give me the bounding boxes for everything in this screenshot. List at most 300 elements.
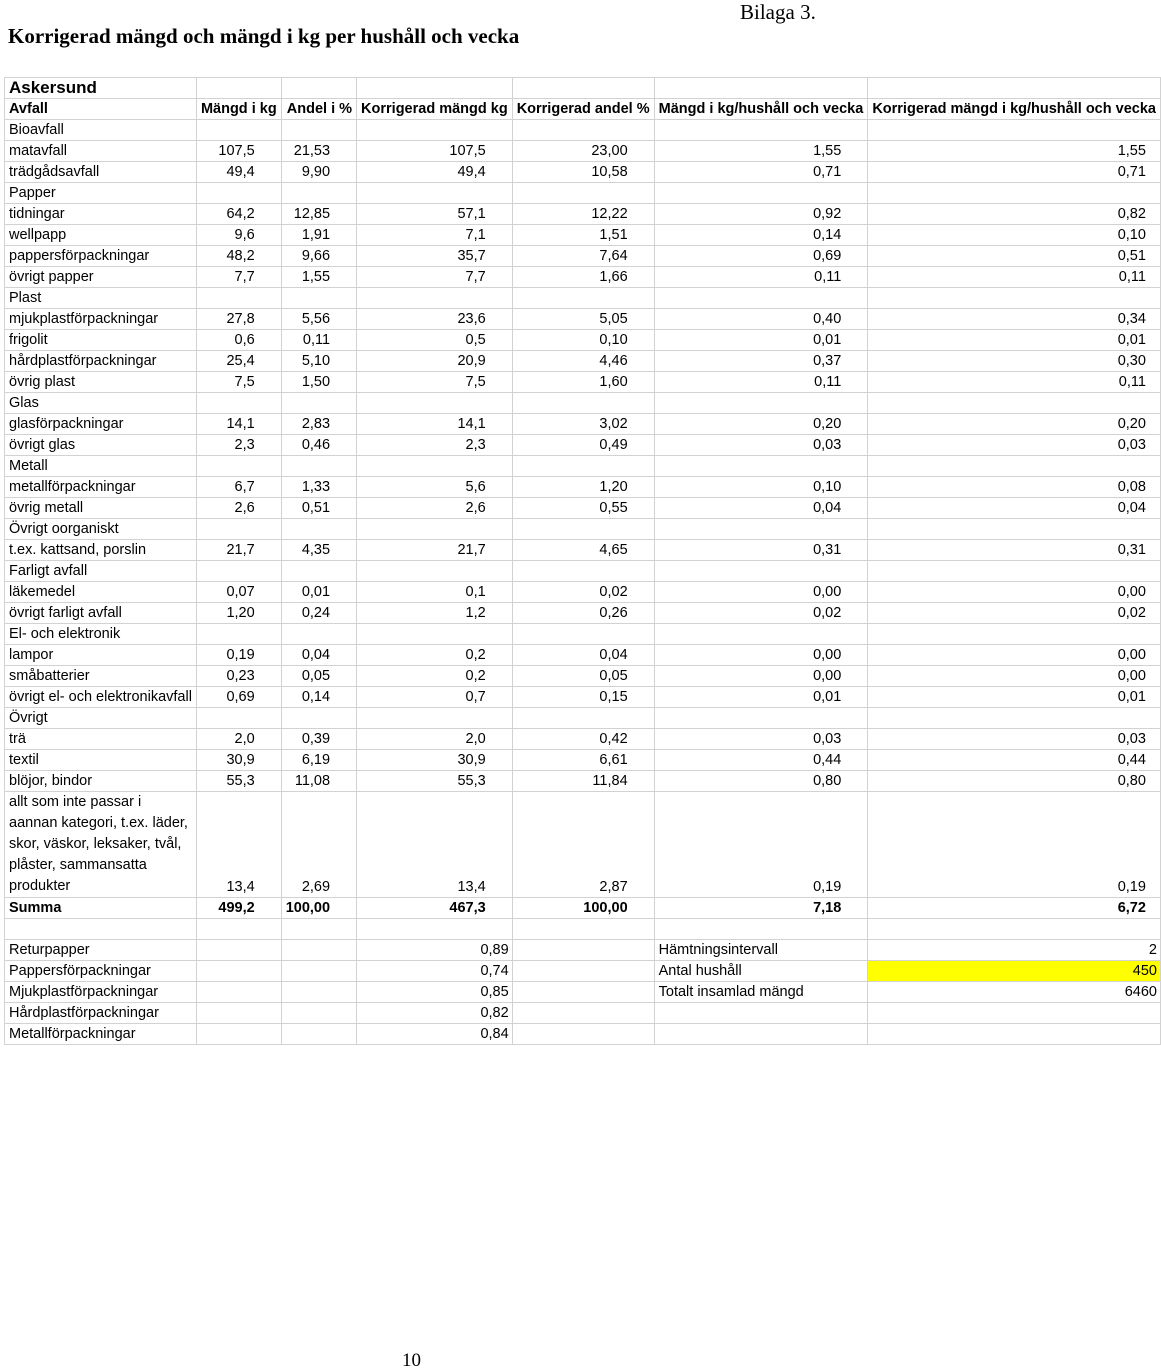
row-label: övrig plast [5, 372, 197, 393]
value-cell: 4,65 [512, 540, 654, 561]
value-cell: 57,1 [357, 204, 513, 225]
value-cell: 1,60 [512, 372, 654, 393]
empty-cell [512, 561, 654, 582]
value-cell: 0,04 [654, 498, 868, 519]
value-cell: 9,66 [281, 246, 356, 267]
empty-cell [512, 624, 654, 645]
value-cell: 55,3 [196, 771, 281, 792]
empty-cell [196, 919, 281, 940]
value-cell: 0,92 [654, 204, 868, 225]
value-cell: 13,4 [196, 792, 281, 898]
factor-row [5, 982, 1161, 1003]
value-cell: 2,69 [281, 792, 356, 898]
value-cell: 0,2 [357, 666, 513, 687]
value-cell: 107,5 [196, 141, 281, 162]
value-cell: 0,02 [868, 603, 1161, 624]
empty-cell [281, 561, 356, 582]
header-corrected-share: Korrigerad andel % [512, 99, 654, 120]
value-cell: 12,85 [281, 204, 356, 225]
empty-cell [654, 919, 868, 940]
table-row [5, 246, 1161, 267]
category-row [5, 456, 1161, 477]
value-cell: 0,01 [868, 687, 1161, 708]
parameter-value: 6460 [868, 982, 1161, 1003]
value-cell: 0,14 [281, 687, 356, 708]
empty-cell [196, 624, 281, 645]
table-row [5, 477, 1161, 498]
row-label: trä [5, 729, 197, 750]
value-cell: 0,55 [512, 498, 654, 519]
category-label: Övrigt [5, 708, 197, 729]
value-cell: 467,3 [357, 898, 513, 919]
factor-row [5, 1024, 1161, 1045]
header-share-percent: Andel i % [281, 99, 356, 120]
table-row [5, 141, 1161, 162]
row-label: övrigt glas [5, 435, 197, 456]
empty-cell [654, 624, 868, 645]
row-label: hårdplastförpackningar [5, 351, 197, 372]
parameter-value [868, 1024, 1161, 1045]
parameter-label: Totalt insamlad mängd [654, 982, 868, 1003]
value-cell: 5,6 [357, 477, 513, 498]
row-label: trädgådsavfall [5, 162, 197, 183]
row-label: glasförpackningar [5, 414, 197, 435]
empty-cell [654, 288, 868, 309]
header-kg-per-household: Mängd i kg/hushåll och vecka [654, 99, 868, 120]
value-cell: 7,5 [196, 372, 281, 393]
value-cell: 0,71 [868, 162, 1161, 183]
table-row [5, 372, 1161, 393]
row-label: frigolit [5, 330, 197, 351]
value-cell: 10,58 [512, 162, 654, 183]
row-label: textil [5, 750, 197, 771]
value-cell: 49,4 [196, 162, 281, 183]
row-label: övrig metall [5, 498, 197, 519]
value-cell: 0,00 [654, 582, 868, 603]
value-cell: 0,44 [654, 750, 868, 771]
empty-cell [512, 288, 654, 309]
value-cell: 1,33 [281, 477, 356, 498]
empty-cell [281, 456, 356, 477]
value-cell: 0,03 [654, 729, 868, 750]
value-cell: 0,82 [868, 204, 1161, 225]
table-row [5, 498, 1161, 519]
table-row [5, 729, 1161, 750]
value-cell: 7,7 [357, 267, 513, 288]
row-label: övrigt el- och elektronikavfall [5, 687, 197, 708]
category-row [5, 624, 1161, 645]
factor-label: Pappersförpackningar [5, 961, 197, 982]
value-cell: 9,90 [281, 162, 356, 183]
value-cell: 0,20 [654, 414, 868, 435]
value-cell: 0,08 [868, 477, 1161, 498]
table-row [5, 582, 1161, 603]
row-label: metallförpackningar [5, 477, 197, 498]
empty-cell [196, 1024, 281, 1045]
value-cell: 2,6 [196, 498, 281, 519]
table-row [5, 351, 1161, 372]
value-cell: 23,6 [357, 309, 513, 330]
value-cell: 0,31 [868, 540, 1161, 561]
row-label: övrigt farligt avfall [5, 603, 197, 624]
value-cell: 12,22 [512, 204, 654, 225]
empty-cell [512, 456, 654, 477]
empty-cell [512, 519, 654, 540]
header-row [5, 99, 1161, 120]
empty-cell [196, 708, 281, 729]
value-cell: 0,03 [654, 435, 868, 456]
empty-cell [654, 456, 868, 477]
value-cell: 21,7 [357, 540, 513, 561]
factor-value: 0,89 [357, 940, 513, 961]
table-row [5, 267, 1161, 288]
row-label: övrigt papper [5, 267, 197, 288]
empty-cell [512, 1003, 654, 1024]
value-cell: 0,10 [654, 477, 868, 498]
table-row [5, 603, 1161, 624]
value-cell: 7,7 [196, 267, 281, 288]
value-cell: 0,30 [868, 351, 1161, 372]
page-number: 10 [402, 1350, 421, 1371]
table-row [5, 666, 1161, 687]
value-cell: 6,72 [868, 898, 1161, 919]
empty-cell [512, 120, 654, 141]
value-cell: 1,51 [512, 225, 654, 246]
table-row [5, 414, 1161, 435]
empty-cell [357, 183, 513, 204]
value-cell: 2,0 [357, 729, 513, 750]
header-amount-kg: Mängd i kg [196, 99, 281, 120]
category-row [5, 183, 1161, 204]
empty-cell [281, 183, 356, 204]
empty-cell [281, 940, 356, 961]
value-cell: 0,46 [281, 435, 356, 456]
empty-cell [196, 456, 281, 477]
empty-cell [868, 456, 1161, 477]
value-cell: 100,00 [281, 898, 356, 919]
parameter-label [654, 1024, 868, 1045]
row-label: t.ex. kattsand, porslin [5, 540, 197, 561]
empty-cell [512, 708, 654, 729]
header-waste: Avfall [5, 99, 197, 120]
parameter-label: Hämtningsintervall [654, 940, 868, 961]
value-cell: 6,7 [196, 477, 281, 498]
table-body [5, 78, 1161, 1045]
value-cell: 21,7 [196, 540, 281, 561]
row-label: matavfall [5, 141, 197, 162]
value-cell: 5,10 [281, 351, 356, 372]
value-cell: 20,9 [357, 351, 513, 372]
sum-row [5, 898, 1161, 919]
empty-cell [281, 288, 356, 309]
empty-cell [868, 288, 1161, 309]
value-cell: 0,80 [654, 771, 868, 792]
empty-cell [281, 708, 356, 729]
value-cell: 0,69 [654, 246, 868, 267]
empty-cell [512, 183, 654, 204]
value-cell: 0,00 [868, 645, 1161, 666]
factor-value: 0,85 [357, 982, 513, 1003]
row-label: mjukplastförpackningar [5, 309, 197, 330]
factor-row [5, 1003, 1161, 1024]
waste-table [4, 77, 1161, 1045]
value-cell: 13,4 [357, 792, 513, 898]
parameter-label: Antal hushåll [654, 961, 868, 982]
value-cell: 0,2 [357, 645, 513, 666]
value-cell: 0,71 [654, 162, 868, 183]
value-cell: 25,4 [196, 351, 281, 372]
factor-label: Returpapper [5, 940, 197, 961]
value-cell: 1,50 [281, 372, 356, 393]
value-cell: 0,10 [512, 330, 654, 351]
row-label: Summa [5, 898, 197, 919]
table-row [5, 750, 1161, 771]
value-cell: 0,6 [196, 330, 281, 351]
value-cell: 7,64 [512, 246, 654, 267]
empty-cell [357, 456, 513, 477]
value-cell: 0,02 [512, 582, 654, 603]
value-cell: 55,3 [357, 771, 513, 792]
empty-cell [654, 183, 868, 204]
empty-cell [281, 1003, 356, 1024]
row-label: wellpapp [5, 225, 197, 246]
value-cell: 0,03 [868, 729, 1161, 750]
empty-cell [512, 940, 654, 961]
value-cell: 0,03 [868, 435, 1161, 456]
place-name: Askersund [5, 78, 197, 99]
value-cell: 100,00 [512, 898, 654, 919]
table-row [5, 330, 1161, 351]
empty-cell [281, 519, 356, 540]
category-row [5, 708, 1161, 729]
value-cell: 0,00 [654, 645, 868, 666]
value-cell: 0,5 [357, 330, 513, 351]
value-cell: 0,19 [654, 792, 868, 898]
value-cell: 0,00 [654, 666, 868, 687]
empty-cell [196, 1003, 281, 1024]
value-cell: 11,08 [281, 771, 356, 792]
value-cell: 0,19 [868, 792, 1161, 898]
row-label: allt som inte passar i aannan kategori, t.ex. läder, skor, väskor, leksaker, tvål, plåster, sammansatta produkter [5, 792, 197, 898]
value-cell: 9,6 [196, 225, 281, 246]
empty-cell [281, 919, 356, 940]
row-label: tidningar [5, 204, 197, 225]
empty-cell [196, 120, 281, 141]
value-cell: 0,01 [654, 687, 868, 708]
empty-cell [196, 961, 281, 982]
value-cell: 2,0 [196, 729, 281, 750]
value-cell: 0,44 [868, 750, 1161, 771]
table-row [5, 225, 1161, 246]
factor-label: Metallförpackningar [5, 1024, 197, 1045]
value-cell: 0,04 [281, 645, 356, 666]
value-cell: 1,55 [654, 141, 868, 162]
category-label: Plast [5, 288, 197, 309]
value-cell: 0,01 [654, 330, 868, 351]
empty-cell [196, 561, 281, 582]
empty-cell [654, 393, 868, 414]
value-cell: 0,10 [868, 225, 1161, 246]
value-cell: 0,19 [196, 645, 281, 666]
category-label: Metall [5, 456, 197, 477]
value-cell: 0,37 [654, 351, 868, 372]
empty-cell [357, 393, 513, 414]
header-corrected-kg-per-household: Korrigerad mängd i kg/hushåll och vecka [868, 99, 1161, 120]
document-title: Korrigerad mängd och mängd i kg per hushåll och vecka [8, 24, 520, 48]
factor-value: 0,84 [357, 1024, 513, 1045]
empty-cell [281, 961, 356, 982]
value-cell: 0,34 [868, 309, 1161, 330]
table-row [5, 204, 1161, 225]
factor-label: Mjukplastförpackningar [5, 982, 197, 1003]
value-cell: 0,51 [868, 246, 1161, 267]
empty-cell [654, 120, 868, 141]
value-cell: 0,04 [512, 645, 654, 666]
table-row [5, 540, 1161, 561]
table-row [5, 162, 1161, 183]
value-cell: 1,91 [281, 225, 356, 246]
value-cell: 5,05 [512, 309, 654, 330]
value-cell: 64,2 [196, 204, 281, 225]
value-cell: 0,49 [512, 435, 654, 456]
row-label: småbatterier [5, 666, 197, 687]
value-cell: 21,53 [281, 141, 356, 162]
empty-cell [868, 519, 1161, 540]
value-cell: 35,7 [357, 246, 513, 267]
empty-cell [357, 624, 513, 645]
value-cell: 23,00 [512, 141, 654, 162]
value-cell: 0,11 [654, 267, 868, 288]
table-row [5, 792, 1161, 898]
value-cell: 0,20 [868, 414, 1161, 435]
value-cell: 30,9 [196, 750, 281, 771]
parameter-value [868, 1003, 1161, 1024]
value-cell: 0,15 [512, 687, 654, 708]
value-cell: 1,20 [196, 603, 281, 624]
category-row [5, 288, 1161, 309]
table-row [5, 435, 1161, 456]
value-cell: 6,19 [281, 750, 356, 771]
value-cell: 0,26 [512, 603, 654, 624]
value-cell: 1,55 [868, 141, 1161, 162]
empty-cell [654, 708, 868, 729]
category-row [5, 120, 1161, 141]
value-cell: 0,01 [281, 582, 356, 603]
value-cell: 11,84 [512, 771, 654, 792]
value-cell: 0,14 [654, 225, 868, 246]
value-cell: 2,3 [196, 435, 281, 456]
empty-cell [868, 393, 1161, 414]
row-label: lampor [5, 645, 197, 666]
empty-cell [196, 519, 281, 540]
row-label: blöjor, bindor [5, 771, 197, 792]
empty-cell [868, 919, 1161, 940]
place-row [5, 78, 1161, 99]
category-row [5, 393, 1161, 414]
value-cell: 1,66 [512, 267, 654, 288]
value-cell: 30,9 [357, 750, 513, 771]
value-cell: 0,02 [654, 603, 868, 624]
value-cell: 0,05 [512, 666, 654, 687]
empty-cell [196, 183, 281, 204]
empty-cell [196, 940, 281, 961]
category-label: El- och elektronik [5, 624, 197, 645]
empty-cell [868, 624, 1161, 645]
empty-cell [281, 982, 356, 1003]
value-cell: 6,61 [512, 750, 654, 771]
value-cell: 0,69 [196, 687, 281, 708]
value-cell: 0,11 [654, 372, 868, 393]
empty-cell [357, 288, 513, 309]
value-cell: 2,87 [512, 792, 654, 898]
factor-row [5, 940, 1161, 961]
empty-cell [196, 393, 281, 414]
value-cell: 7,18 [654, 898, 868, 919]
value-cell: 4,35 [281, 540, 356, 561]
empty-cell [281, 120, 356, 141]
empty-cell [868, 183, 1161, 204]
empty-cell [868, 561, 1161, 582]
category-label: Papper [5, 183, 197, 204]
value-cell: 7,5 [357, 372, 513, 393]
category-label: Glas [5, 393, 197, 414]
empty-cell [196, 982, 281, 1003]
empty-cell [357, 519, 513, 540]
table-row [5, 645, 1161, 666]
table-row [5, 309, 1161, 330]
value-cell: 14,1 [357, 414, 513, 435]
value-cell: 0,31 [654, 540, 868, 561]
value-cell: 2,3 [357, 435, 513, 456]
empty-cell [512, 961, 654, 982]
value-cell: 0,00 [868, 582, 1161, 603]
value-cell: 0,11 [868, 267, 1161, 288]
empty-cell [654, 561, 868, 582]
category-label: Bioavfall [5, 120, 197, 141]
empty-cell [512, 982, 654, 1003]
parameter-label [654, 1003, 868, 1024]
value-cell: 0,23 [196, 666, 281, 687]
value-cell: 48,2 [196, 246, 281, 267]
factor-row [5, 961, 1161, 982]
value-cell: 5,56 [281, 309, 356, 330]
factor-label: Hårdplastförpackningar [5, 1003, 197, 1024]
value-cell: 0,11 [868, 372, 1161, 393]
value-cell: 2,6 [357, 498, 513, 519]
header-corrected-amount: Korrigerad mängd kg [357, 99, 513, 120]
value-cell: 0,1 [357, 582, 513, 603]
empty-cell [512, 919, 654, 940]
empty-cell [868, 708, 1161, 729]
value-cell: 0,7 [357, 687, 513, 708]
value-cell: 3,02 [512, 414, 654, 435]
value-cell: 1,55 [281, 267, 356, 288]
table-row [5, 771, 1161, 792]
value-cell: 107,5 [357, 141, 513, 162]
value-cell: 0,42 [512, 729, 654, 750]
value-cell: 0,39 [281, 729, 356, 750]
value-cell: 0,11 [281, 330, 356, 351]
empty-cell [357, 919, 513, 940]
value-cell: 0,04 [868, 498, 1161, 519]
value-cell: 49,4 [357, 162, 513, 183]
value-cell: 2,83 [281, 414, 356, 435]
value-cell: 0,40 [654, 309, 868, 330]
empty-cell [357, 120, 513, 141]
factor-value: 0,74 [357, 961, 513, 982]
empty-cell [281, 1024, 356, 1045]
value-cell: 7,1 [357, 225, 513, 246]
